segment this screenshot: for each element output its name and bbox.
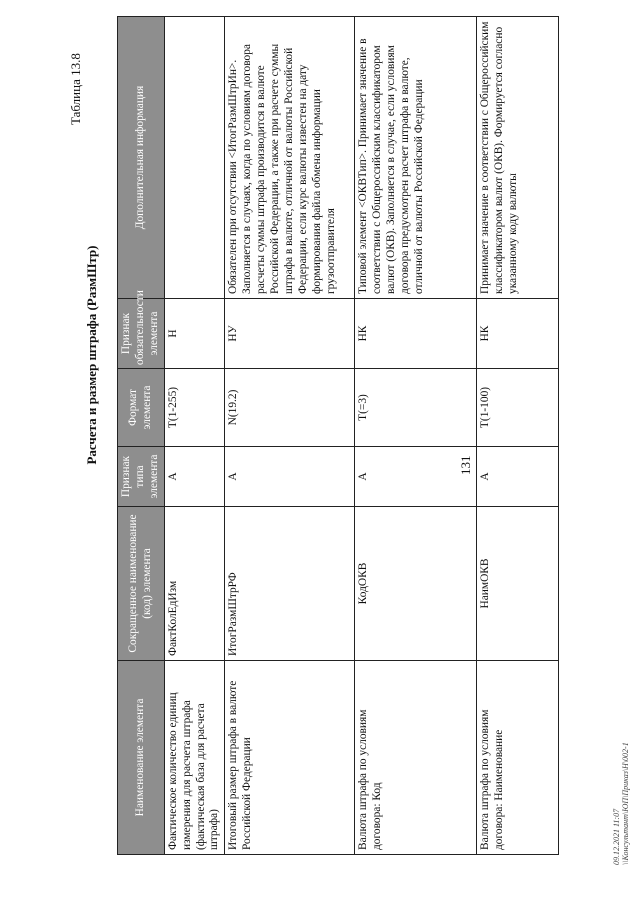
cell-name: Фактическое количество единиц измерения для расчета штрафа (фактическая база для расчета штрафа) bbox=[164, 661, 225, 855]
cell-type: А bbox=[225, 447, 355, 507]
header-type: Признак типа элемента bbox=[118, 447, 165, 507]
cell-code: ФактКолЕдИзм bbox=[164, 507, 225, 661]
cell-required: НК bbox=[355, 299, 477, 369]
cell-format: T(=3) bbox=[355, 369, 477, 447]
header-required: Признак обязательности элемента bbox=[118, 299, 165, 369]
cell-info: Принимает значение в соответствии с Общероссийским классификатором валют (ОКВ). Формируется согласно указанному коду валюты bbox=[477, 17, 559, 299]
table-row bbox=[355, 17, 477, 855]
page-number: 131 bbox=[458, 455, 473, 475]
cell-code: ИтогРазмШтрРФ bbox=[225, 507, 355, 661]
cell-name: Валюта штрафа по условиям договора: Наименование bbox=[477, 661, 559, 855]
cell-info: Типовой элемент <ОКВТип>. Принимает значение в соответствии с Общероссийским классификатором валют (ОКВ). Заполняется в случае, если условиям договора предусмотрен расчет штрафа в валюте, отличной от валюты Российской Федерации bbox=[355, 17, 477, 299]
table-title: Расчета и размер штрафа (РазмШтр) bbox=[84, 245, 99, 465]
cell-required: Н bbox=[164, 299, 225, 369]
stamp-line: \\Консультант\ЮП\Приказ\Н\002-1 bbox=[621, 742, 631, 865]
print-stamp bbox=[612, 742, 630, 865]
cell-format: T(1-100) bbox=[477, 369, 559, 447]
cell-name: Итоговый размер штрафа в валюте Российской Федерации bbox=[225, 661, 355, 855]
cell-required: НК bbox=[477, 299, 559, 369]
header-name: Наименование элемента bbox=[118, 661, 165, 855]
elements-table bbox=[117, 16, 559, 855]
cell-code: НаимОКВ bbox=[477, 507, 559, 661]
cell-type: А bbox=[355, 447, 477, 507]
cell-info bbox=[164, 17, 225, 299]
cell-info: Обязателен при отсутствии <ИтогРазмШтрИн>. Заполняется в случаях, когда по условиям договора расчеты суммы штрафа производится в валюте Российской Федерации, а также при расчете суммы штрафа в валюте, отличной от валюты Российской Федерации, если курс валюты известен на дату формирования файла обмена информации грузоотправителя bbox=[225, 17, 355, 299]
table-row bbox=[164, 17, 225, 855]
header-info: Дополнительная информация bbox=[118, 17, 165, 299]
table-row bbox=[225, 17, 355, 855]
table-header-row bbox=[118, 17, 165, 855]
header-format: Формат элемента bbox=[118, 369, 165, 447]
cell-format: N(19.2) bbox=[225, 369, 355, 447]
stamp-line: 09.12.2021 11:07 bbox=[612, 808, 621, 865]
cell-format: T(1-255) bbox=[164, 369, 225, 447]
cell-code: КодОКВ bbox=[355, 507, 477, 661]
table-label: Таблица 13.8 bbox=[68, 53, 83, 125]
cell-required: НУ bbox=[225, 299, 355, 369]
cell-type: А bbox=[477, 447, 559, 507]
table-row bbox=[477, 17, 559, 855]
cell-type: А bbox=[164, 447, 225, 507]
cell-name: Валюта штрафа по условиям договора: Код bbox=[355, 661, 477, 855]
header-code: Сокращенное наименование (код) элемента bbox=[118, 507, 165, 661]
